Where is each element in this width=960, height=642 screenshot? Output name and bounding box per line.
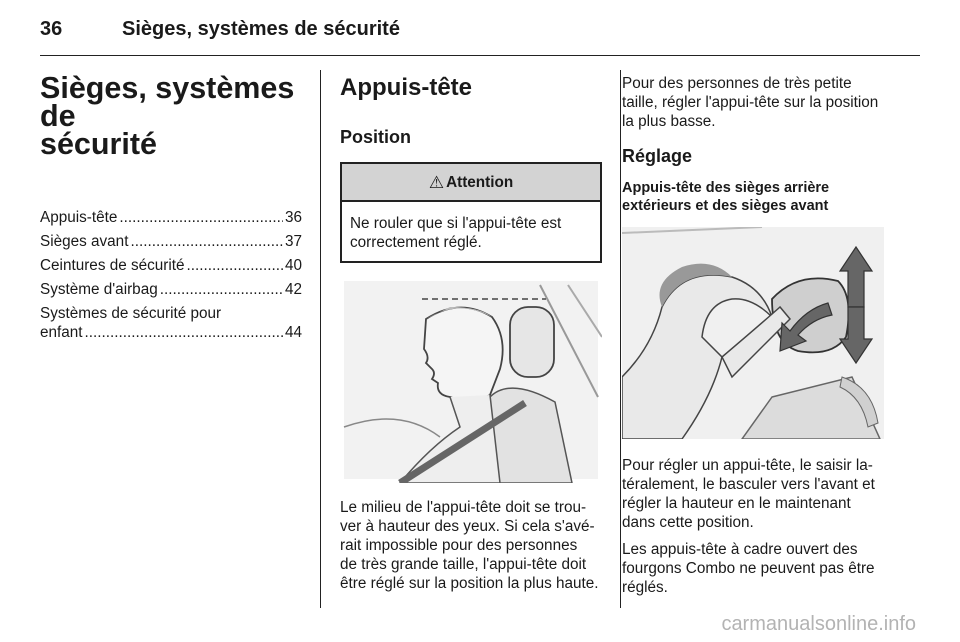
toc-label: Sièges avant <box>40 233 129 250</box>
table-of-contents <box>40 208 302 342</box>
position-paragraph: Le milieu de l'appui-tête doit se trou- ver à hauteur des yeux. Si cela s'avé- rait impossible pour des personnes de très grande taille, l'appui-tête doit être réglé sur la position la plus haute. <box>340 499 599 592</box>
watermark: carmanualsonline.info <box>721 613 916 635</box>
running-header-title: Sièges, systèmes de sécurité <box>122 18 400 40</box>
section-title: Appuis-tête <box>340 74 472 101</box>
adjust-subheading: Appuis-tête des sièges arrière extérieurs et des sièges avant <box>622 180 830 214</box>
chapter-title-line2: sécurité <box>40 127 157 161</box>
chapter-title <box>40 71 302 161</box>
short-person-paragraph: Pour des personnes de très petite taille, régler l'appui-tête sur la position la plus basse. <box>622 75 879 130</box>
warning-triangle-icon: ⚠ <box>428 172 445 192</box>
page-number: 36 <box>40 18 63 40</box>
toc-entry[interactable] <box>40 208 302 227</box>
toc-label: Appuis-tête <box>40 209 118 226</box>
position-heading: Position <box>340 127 411 147</box>
headrest-adjust-figure <box>622 227 904 444</box>
warning-box <box>340 162 602 263</box>
toc-entry[interactable] <box>40 232 302 251</box>
column-divider-1 <box>320 70 321 608</box>
toc-page: 36 <box>284 209 302 226</box>
toc-page: 44 <box>284 324 302 341</box>
chapter-title-line1: Sièges, systèmes de <box>40 71 295 133</box>
toc-entry[interactable] <box>40 304 302 342</box>
header-divider <box>40 55 920 56</box>
toc-label-line1: Systèmes de sécurité pour <box>40 305 222 322</box>
toc-entry[interactable] <box>40 280 302 299</box>
column-divider-2 <box>620 70 621 608</box>
toc-entry[interactable] <box>40 256 302 275</box>
chapter-column <box>40 71 302 347</box>
warning-header <box>342 164 600 202</box>
toc-label-line2: enfant <box>40 324 83 341</box>
toc-label: Système d'airbag <box>40 281 158 298</box>
toc-page: 40 <box>284 257 302 274</box>
warning-title: Attention <box>446 173 514 191</box>
section-column <box>340 74 602 593</box>
headrest-adjustment-illustration <box>622 227 884 439</box>
adjust-paragraph: Pour régler un appui-tête, le saisir la- téralement, le basculer vers l'avant et régler la hauteur en le maintenant dans cette position. <box>622 457 875 531</box>
warning-text: Ne rouler que si l'appui-tête est correctement réglé. <box>350 215 562 251</box>
adjust-heading: Réglage <box>622 146 693 166</box>
combo-paragraph: Les appuis-tête à cadre ouvert des fourgons Combo ne peuvent pas être réglés. <box>622 541 875 596</box>
head-restraint-position-figure <box>340 277 602 488</box>
right-column <box>622 74 904 597</box>
driver-headrest-illustration <box>340 277 602 483</box>
toc-page: 42 <box>284 281 302 298</box>
toc-label: Ceintures de sécurité <box>40 257 185 274</box>
toc-page: 37 <box>284 233 302 250</box>
